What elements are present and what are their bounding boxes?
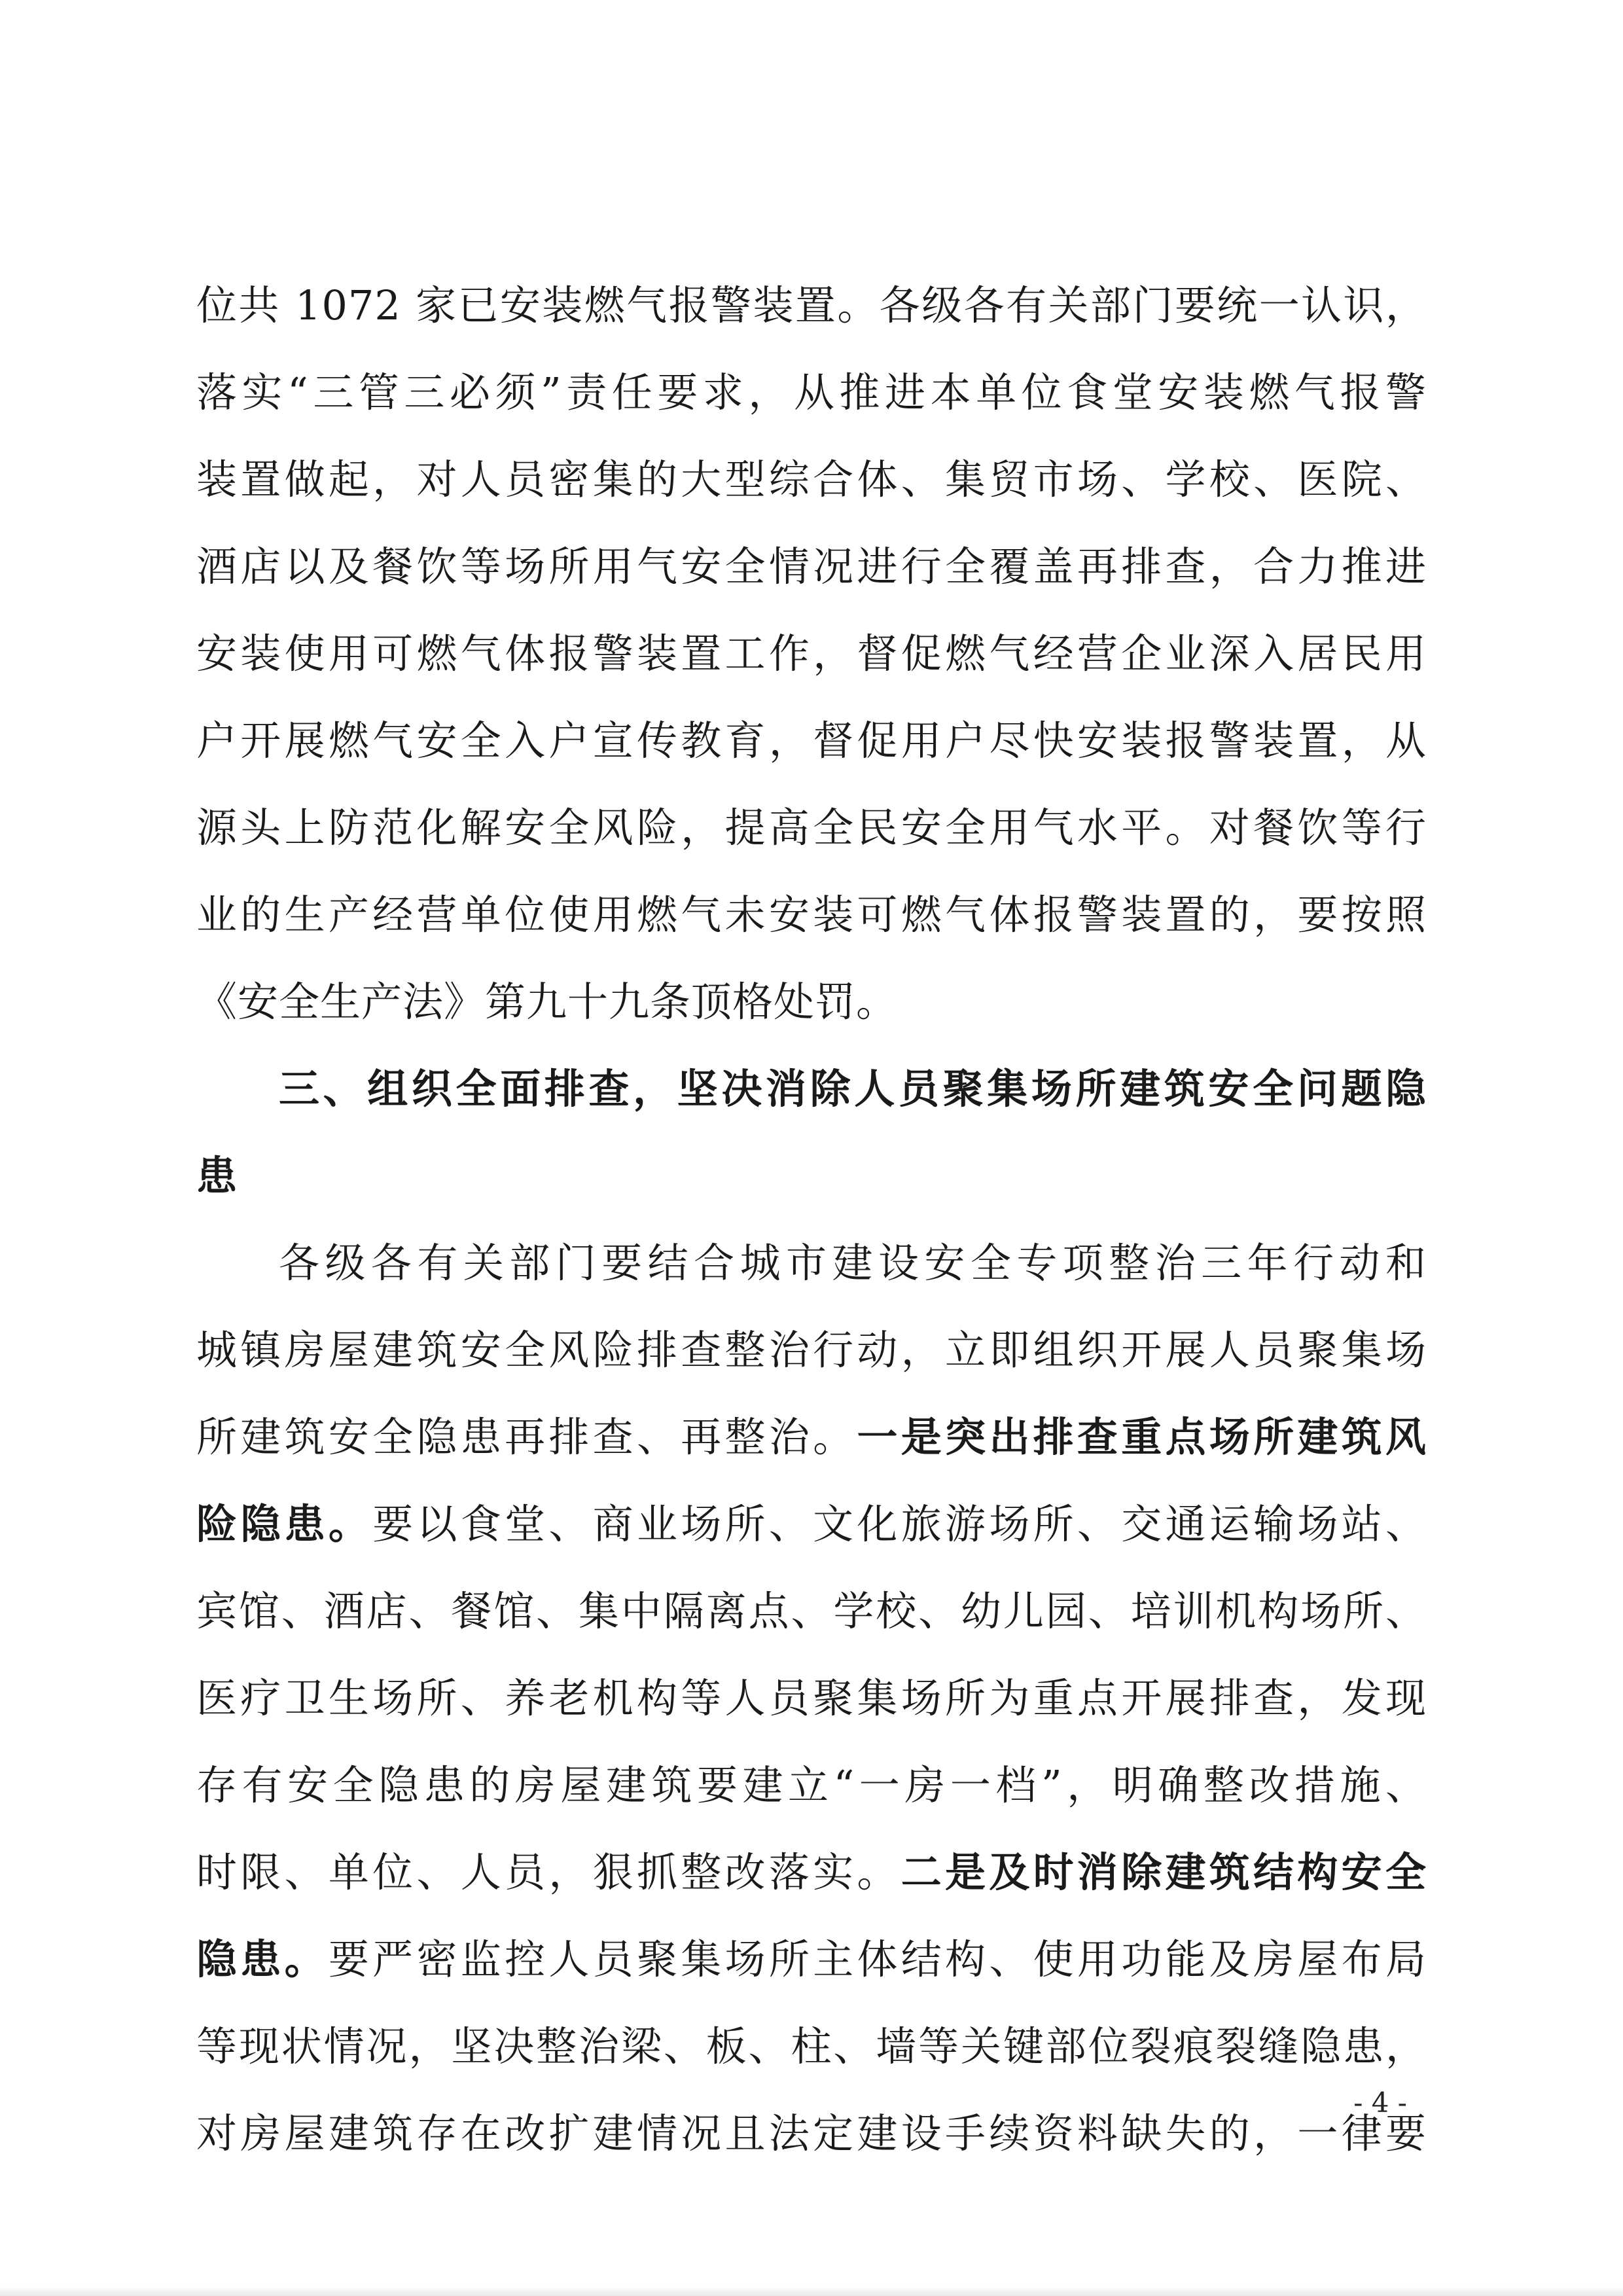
text-line: 存有安全隐患的房屋建筑要建立“一房一档”，明确整改措施、 xyxy=(196,1761,1427,1809)
text-line: 医疗卫生场所、养老机构等人员聚集场所为重点开展排查，发现 xyxy=(196,1674,1427,1722)
text-line: 落实“三管三必须”责任要求，从推进本单位食堂安装燃气报警 xyxy=(196,368,1427,416)
text-line xyxy=(196,1480,1427,1568)
text-line: 装置做起，对人员密集的大型综合体、集贸市场、学校、医院、 xyxy=(196,456,1427,503)
text-line: 酒店以及餐饮等场所用气安全情况进行全覆盖再排查，合力推进 xyxy=(196,543,1427,590)
text-line: 源头上防范化解安全风险，提高全民安全用气水平。对餐饮等行 xyxy=(196,804,1427,852)
heading-line: 患 xyxy=(196,1152,238,1200)
bold-text-run: 二是及时消除建筑结构安全 xyxy=(901,1848,1427,1896)
text-line: 各级各有关部门要结合城市建设安全专项整治三年行动和 xyxy=(279,1239,1427,1287)
text-line xyxy=(196,1393,1427,1480)
text-line: 位共 1072 家已安装燃气报警装置。各级各有关部门要统一认识， xyxy=(196,281,1427,329)
text-line: 等现状情况，坚决整治梁、板、柱、墙等关键部位裂痕裂缝隐患， xyxy=(196,2022,1427,2070)
page-number: - 4 - xyxy=(1353,2087,1407,2119)
text-line: 安装使用可燃气体报警装置工作，督促燃气经营企业深入居民用 xyxy=(196,630,1427,677)
heading-line: 三、组织全面排查，坚决消除人员聚集场所建筑安全问题隐 xyxy=(279,1065,1427,1113)
bold-text-run: 隐患。 xyxy=(196,1935,329,1983)
bold-text-run: 一是突出排查重点场所建筑风 xyxy=(857,1413,1427,1461)
text-line xyxy=(196,1916,1427,2003)
paragraph-gas-alarm xyxy=(196,262,1427,1045)
text-line: 城镇房屋建筑安全风险排查整治行动，立即组织开展人员聚集场 xyxy=(196,1326,1427,1374)
text-run: 要以食堂、商业场所、文化旅游场所、交通运输场站、 xyxy=(372,1500,1427,1548)
text-line: 业的生产经营单位使用燃气未安装可燃气体报警装置的，要按照 xyxy=(196,891,1427,939)
scan-edge xyxy=(0,2287,1623,2296)
text-line: 《安全生产法》第九十九条顶格处罚。 xyxy=(196,978,898,1026)
bold-text-run: 险隐患。 xyxy=(196,1500,373,1548)
text-run: 时限、单位、人员，狠抓整改落实。 xyxy=(196,1848,901,1896)
text-line xyxy=(196,1829,1427,1916)
document-body xyxy=(196,262,1427,2177)
text-run: 所建筑安全隐患再排查、再整治。 xyxy=(196,1413,857,1461)
section-heading-3 xyxy=(196,1045,1427,1219)
text-line: 对房屋建筑存在改扩建情况且法定建设手续资料缺失的，一律要 xyxy=(196,2109,1427,2157)
text-line: 宾馆、酒店、餐馆、集中隔离点、学校、幼儿园、培训机构场所、 xyxy=(196,1587,1427,1635)
text-run: 要严密监控人员聚集场所主体结构、使用功能及房屋布局 xyxy=(328,1935,1427,1983)
paragraph-building-safety xyxy=(196,1219,1427,2177)
text-line: 户开展燃气安全入户宣传教育，督促用户尽快安装报警装置，从 xyxy=(196,717,1427,764)
